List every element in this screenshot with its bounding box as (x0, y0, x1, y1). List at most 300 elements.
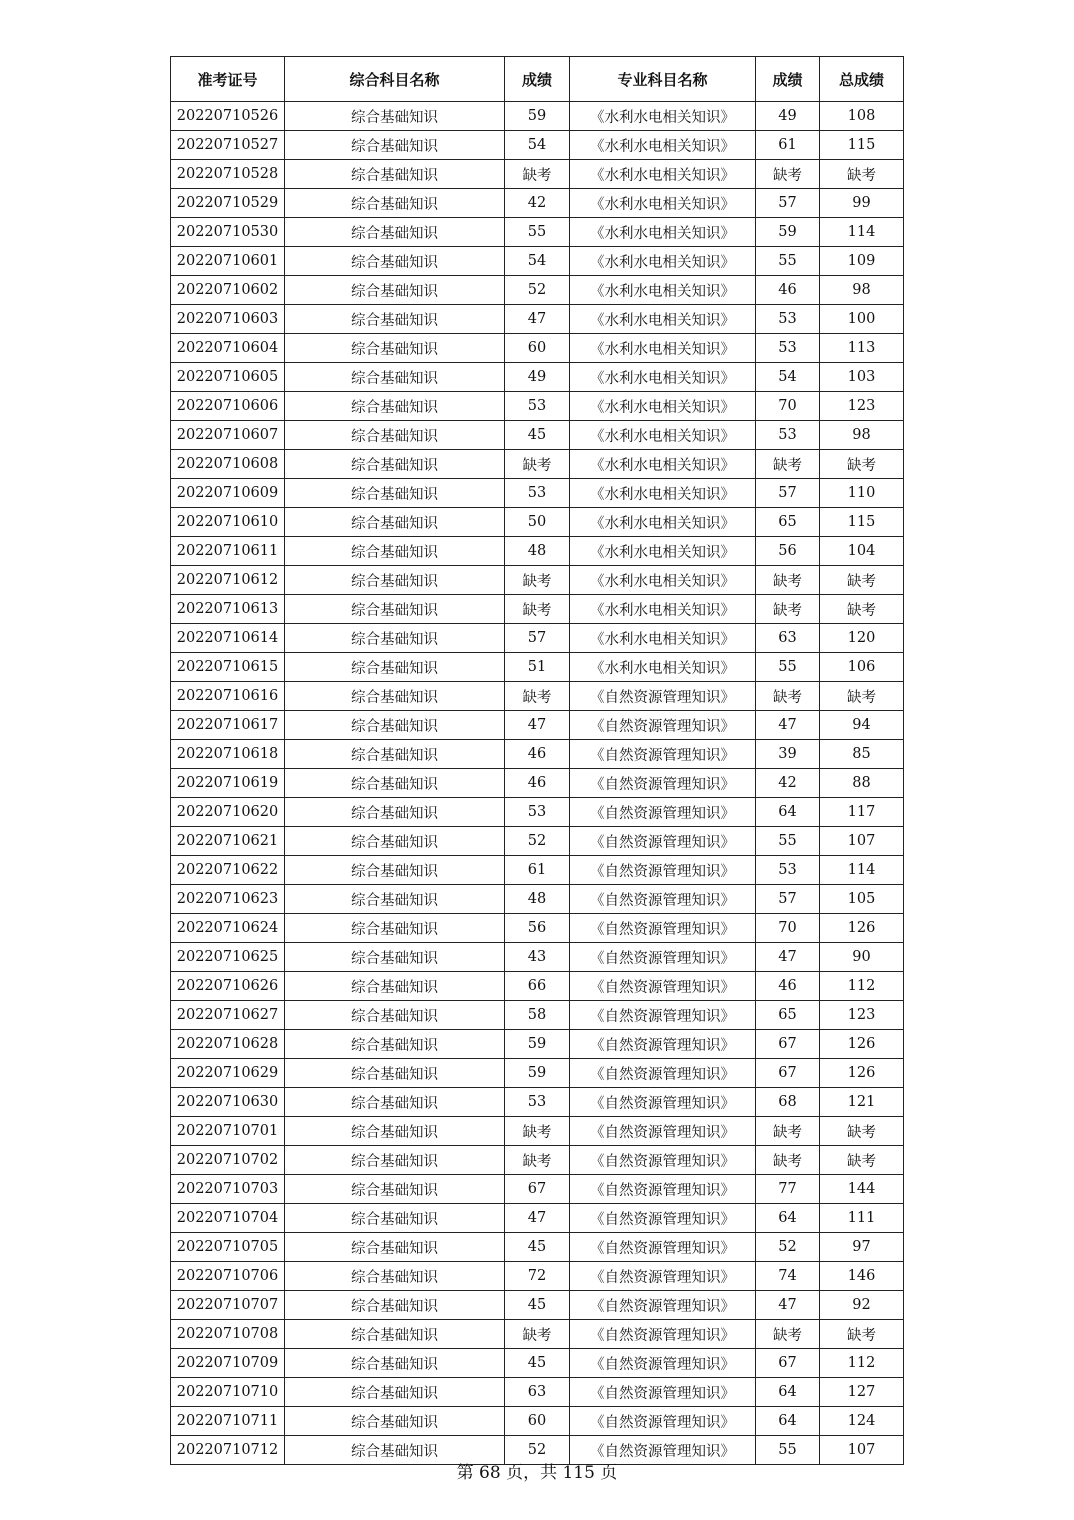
cell-major-subject: 《水利水电相关知识》 (570, 421, 756, 450)
cell-general-score: 52 (505, 276, 570, 305)
cell-total-score: 99 (820, 189, 904, 218)
table-row (171, 247, 904, 276)
cell-exam-id: 20220710620 (171, 798, 285, 827)
cell-total-score: 105 (820, 885, 904, 914)
cell-general-subject: 综合基础知识 (285, 624, 505, 653)
table-row (171, 885, 904, 914)
cell-major-score: 70 (756, 392, 820, 421)
cell-general-subject: 综合基础知识 (285, 1204, 505, 1233)
cell-general-subject: 综合基础知识 (285, 508, 505, 537)
cell-total-score: 缺考 (820, 1320, 904, 1349)
cell-major-score: 63 (756, 624, 820, 653)
cell-general-subject: 综合基础知识 (285, 160, 505, 189)
cell-general-score: 63 (505, 1378, 570, 1407)
cell-general-subject: 综合基础知识 (285, 450, 505, 479)
cell-exam-id: 20220710602 (171, 276, 285, 305)
cell-major-score: 46 (756, 276, 820, 305)
cell-major-subject: 《自然资源管理知识》 (570, 682, 756, 711)
cell-general-subject: 综合基础知识 (285, 1146, 505, 1175)
cell-general-score: 55 (505, 218, 570, 247)
cell-major-score: 64 (756, 798, 820, 827)
table-row (171, 740, 904, 769)
cell-exam-id: 20220710608 (171, 450, 285, 479)
table-row (171, 1320, 904, 1349)
cell-major-score: 59 (756, 218, 820, 247)
table-row (171, 1233, 904, 1262)
table-row (171, 827, 904, 856)
cell-general-score: 缺考 (505, 1117, 570, 1146)
cell-exam-id: 20220710710 (171, 1378, 285, 1407)
cell-major-subject: 《自然资源管理知识》 (570, 1088, 756, 1117)
cell-total-score: 缺考 (820, 1117, 904, 1146)
cell-exam-id: 20220710529 (171, 189, 285, 218)
cell-exam-id: 20220710707 (171, 1291, 285, 1320)
cell-exam-id: 20220710530 (171, 218, 285, 247)
cell-general-score: 46 (505, 740, 570, 769)
cell-exam-id: 20220710617 (171, 711, 285, 740)
cell-major-score: 57 (756, 189, 820, 218)
table-row (171, 160, 904, 189)
cell-general-score: 54 (505, 131, 570, 160)
cell-exam-id: 20220710703 (171, 1175, 285, 1204)
cell-major-subject: 《自然资源管理知识》 (570, 1291, 756, 1320)
table-row (171, 1291, 904, 1320)
cell-major-score: 53 (756, 856, 820, 885)
table-row (171, 1175, 904, 1204)
cell-exam-id: 20220710629 (171, 1059, 285, 1088)
cell-general-subject: 综合基础知识 (285, 566, 505, 595)
cell-major-subject: 《水利水电相关知识》 (570, 247, 756, 276)
cell-major-subject: 《自然资源管理知识》 (570, 1175, 756, 1204)
table-row (171, 363, 904, 392)
table-row (171, 334, 904, 363)
cell-general-score: 51 (505, 653, 570, 682)
table-row (171, 653, 904, 682)
cell-general-score: 45 (505, 1349, 570, 1378)
cell-general-subject: 综合基础知识 (285, 1320, 505, 1349)
cell-general-score: 缺考 (505, 1320, 570, 1349)
cell-general-subject: 综合基础知识 (285, 972, 505, 1001)
cell-total-score: 112 (820, 1349, 904, 1378)
cell-major-subject: 《自然资源管理知识》 (570, 1349, 756, 1378)
cell-total-score: 123 (820, 1001, 904, 1030)
cell-major-score: 52 (756, 1233, 820, 1262)
cell-major-score: 54 (756, 363, 820, 392)
table-row (171, 624, 904, 653)
cell-major-score: 39 (756, 740, 820, 769)
cell-major-score: 缺考 (756, 1146, 820, 1175)
cell-exam-id: 20220710528 (171, 160, 285, 189)
table-row (171, 1204, 904, 1233)
cell-total-score: 94 (820, 711, 904, 740)
cell-total-score: 缺考 (820, 566, 904, 595)
cell-general-subject: 综合基础知识 (285, 392, 505, 421)
cell-general-score: 缺考 (505, 160, 570, 189)
cell-general-score: 43 (505, 943, 570, 972)
header-general-score: 成绩 (505, 57, 570, 102)
cell-total-score: 144 (820, 1175, 904, 1204)
cell-general-score: 42 (505, 189, 570, 218)
cell-general-subject: 综合基础知识 (285, 421, 505, 450)
cell-total-score: 98 (820, 421, 904, 450)
cell-major-subject: 《水利水电相关知识》 (570, 653, 756, 682)
cell-major-subject: 《水利水电相关知识》 (570, 450, 756, 479)
cell-major-subject: 《自然资源管理知识》 (570, 1146, 756, 1175)
cell-major-score: 65 (756, 508, 820, 537)
cell-general-score: 67 (505, 1175, 570, 1204)
cell-general-subject: 综合基础知识 (285, 595, 505, 624)
cell-general-score: 72 (505, 1262, 570, 1291)
cell-general-subject: 综合基础知识 (285, 1262, 505, 1291)
cell-general-subject: 综合基础知识 (285, 131, 505, 160)
cell-major-score: 55 (756, 827, 820, 856)
cell-exam-id: 20220710623 (171, 885, 285, 914)
cell-major-score: 55 (756, 1436, 820, 1465)
cell-general-subject: 综合基础知识 (285, 740, 505, 769)
cell-general-score: 48 (505, 537, 570, 566)
table-row (171, 972, 904, 1001)
cell-exam-id: 20220710527 (171, 131, 285, 160)
cell-total-score: 124 (820, 1407, 904, 1436)
cell-total-score: 97 (820, 1233, 904, 1262)
cell-general-subject: 综合基础知识 (285, 189, 505, 218)
cell-exam-id: 20220710701 (171, 1117, 285, 1146)
cell-total-score: 114 (820, 218, 904, 247)
cell-total-score: 112 (820, 972, 904, 1001)
cell-general-subject: 综合基础知识 (285, 218, 505, 247)
cell-general-score: 60 (505, 1407, 570, 1436)
cell-general-score: 49 (505, 363, 570, 392)
cell-general-score: 47 (505, 1204, 570, 1233)
cell-general-score: 59 (505, 1030, 570, 1059)
cell-total-score: 111 (820, 1204, 904, 1233)
table-row (171, 1349, 904, 1378)
cell-general-score: 48 (505, 885, 570, 914)
page-number: 第 68 页，共 115 页 (456, 1463, 618, 1483)
cell-exam-id: 20220710526 (171, 102, 285, 131)
table-row (171, 276, 904, 305)
cell-general-score: 缺考 (505, 450, 570, 479)
table-row (171, 537, 904, 566)
cell-general-score: 53 (505, 1088, 570, 1117)
cell-total-score: 117 (820, 798, 904, 827)
cell-total-score: 123 (820, 392, 904, 421)
table-header (171, 57, 904, 102)
cell-major-subject: 《自然资源管理知识》 (570, 1117, 756, 1146)
cell-exam-id: 20220710610 (171, 508, 285, 537)
cell-exam-id: 20220710625 (171, 943, 285, 972)
cell-general-subject: 综合基础知识 (285, 1378, 505, 1407)
cell-major-score: 46 (756, 972, 820, 1001)
cell-general-subject: 综合基础知识 (285, 305, 505, 334)
cell-total-score: 90 (820, 943, 904, 972)
cell-total-score: 107 (820, 1436, 904, 1465)
table-row (171, 595, 904, 624)
cell-total-score: 100 (820, 305, 904, 334)
cell-total-score: 114 (820, 856, 904, 885)
cell-total-score: 121 (820, 1088, 904, 1117)
table-row (171, 1117, 904, 1146)
cell-general-subject: 综合基础知识 (285, 943, 505, 972)
table-row (171, 479, 904, 508)
table-row (171, 711, 904, 740)
header-total-score: 总成绩 (820, 57, 904, 102)
cell-general-subject: 综合基础知识 (285, 682, 505, 711)
cell-general-score: 52 (505, 1436, 570, 1465)
cell-general-score: 66 (505, 972, 570, 1001)
cell-exam-id: 20220710621 (171, 827, 285, 856)
cell-major-subject: 《自然资源管理知识》 (570, 914, 756, 943)
cell-general-score: 46 (505, 769, 570, 798)
table-row (171, 769, 904, 798)
cell-exam-id: 20220710624 (171, 914, 285, 943)
cell-total-score: 110 (820, 479, 904, 508)
cell-exam-id: 20220710618 (171, 740, 285, 769)
cell-major-score: 缺考 (756, 450, 820, 479)
cell-total-score: 缺考 (820, 1146, 904, 1175)
cell-general-subject: 综合基础知识 (285, 1001, 505, 1030)
table-row (171, 218, 904, 247)
cell-exam-id: 20220710630 (171, 1088, 285, 1117)
cell-general-score: 45 (505, 1233, 570, 1262)
cell-general-subject: 综合基础知识 (285, 1349, 505, 1378)
cell-exam-id: 20220710614 (171, 624, 285, 653)
cell-exam-id: 20220710706 (171, 1262, 285, 1291)
cell-major-score: 缺考 (756, 160, 820, 189)
cell-exam-id: 20220710702 (171, 1146, 285, 1175)
cell-general-subject: 综合基础知识 (285, 1059, 505, 1088)
cell-major-subject: 《自然资源管理知识》 (570, 972, 756, 1001)
cell-exam-id: 20220710712 (171, 1436, 285, 1465)
cell-major-subject: 《自然资源管理知识》 (570, 856, 756, 885)
cell-major-subject: 《水利水电相关知识》 (570, 508, 756, 537)
cell-major-subject: 《自然资源管理知识》 (570, 1262, 756, 1291)
table-row (171, 1407, 904, 1436)
cell-general-score: 47 (505, 305, 570, 334)
table-row (171, 421, 904, 450)
header-major-score: 成绩 (756, 57, 820, 102)
cell-total-score: 85 (820, 740, 904, 769)
cell-general-subject: 综合基础知识 (285, 1291, 505, 1320)
cell-major-subject: 《自然资源管理知识》 (570, 1030, 756, 1059)
cell-major-subject: 《水利水电相关知识》 (570, 624, 756, 653)
cell-exam-id: 20220710607 (171, 421, 285, 450)
cell-major-score: 64 (756, 1378, 820, 1407)
table-body (171, 102, 904, 1465)
table-row (171, 943, 904, 972)
cell-major-score: 53 (756, 334, 820, 363)
cell-exam-id: 20220710605 (171, 363, 285, 392)
cell-total-score: 103 (820, 363, 904, 392)
cell-major-score: 56 (756, 537, 820, 566)
cell-major-score: 70 (756, 914, 820, 943)
cell-major-subject: 《自然资源管理知识》 (570, 769, 756, 798)
cell-total-score: 120 (820, 624, 904, 653)
cell-major-subject: 《自然资源管理知识》 (570, 1407, 756, 1436)
cell-total-score: 126 (820, 914, 904, 943)
cell-general-subject: 综合基础知识 (285, 102, 505, 131)
table-row (171, 102, 904, 131)
cell-major-subject: 《自然资源管理知识》 (570, 1436, 756, 1465)
cell-general-subject: 综合基础知识 (285, 1088, 505, 1117)
cell-major-subject: 《自然资源管理知识》 (570, 1001, 756, 1030)
table-row (171, 798, 904, 827)
cell-total-score: 115 (820, 131, 904, 160)
cell-major-subject: 《自然资源管理知识》 (570, 1233, 756, 1262)
cell-general-score: 缺考 (505, 595, 570, 624)
cell-general-subject: 综合基础知识 (285, 247, 505, 276)
cell-total-score: 缺考 (820, 450, 904, 479)
cell-major-subject: 《水利水电相关知识》 (570, 392, 756, 421)
cell-total-score: 106 (820, 653, 904, 682)
cell-general-score: 59 (505, 102, 570, 131)
cell-major-score: 缺考 (756, 1117, 820, 1146)
table-row (171, 1030, 904, 1059)
cell-exam-id: 20220710615 (171, 653, 285, 682)
cell-major-subject: 《自然资源管理知识》 (570, 1204, 756, 1233)
table-row (171, 392, 904, 421)
cell-general-subject: 综合基础知识 (285, 653, 505, 682)
cell-general-subject: 综合基础知识 (285, 1436, 505, 1465)
cell-general-subject: 综合基础知识 (285, 1407, 505, 1436)
cell-total-score: 缺考 (820, 160, 904, 189)
table-row (171, 305, 904, 334)
cell-major-score: 53 (756, 421, 820, 450)
cell-general-score: 50 (505, 508, 570, 537)
table-row (171, 566, 904, 595)
cell-major-score: 缺考 (756, 682, 820, 711)
cell-exam-id: 20220710709 (171, 1349, 285, 1378)
cell-major-score: 64 (756, 1204, 820, 1233)
cell-major-subject: 《水利水电相关知识》 (570, 102, 756, 131)
table-row (171, 1088, 904, 1117)
cell-general-subject: 综合基础知识 (285, 537, 505, 566)
cell-major-subject: 《水利水电相关知识》 (570, 363, 756, 392)
cell-major-score: 42 (756, 769, 820, 798)
cell-general-subject: 综合基础知识 (285, 1117, 505, 1146)
cell-major-score: 49 (756, 102, 820, 131)
table-row (171, 1146, 904, 1175)
cell-major-score: 64 (756, 1407, 820, 1436)
cell-major-score: 74 (756, 1262, 820, 1291)
cell-major-score: 65 (756, 1001, 820, 1030)
table-row (171, 450, 904, 479)
cell-total-score: 108 (820, 102, 904, 131)
cell-total-score: 126 (820, 1030, 904, 1059)
cell-exam-id: 20220710603 (171, 305, 285, 334)
cell-major-score: 53 (756, 305, 820, 334)
cell-total-score: 104 (820, 537, 904, 566)
cell-general-subject: 综合基础知识 (285, 479, 505, 508)
header-major-subject: 专业科目名称 (570, 57, 756, 102)
cell-major-subject: 《水利水电相关知识》 (570, 537, 756, 566)
cell-total-score: 115 (820, 508, 904, 537)
cell-major-subject: 《自然资源管理知识》 (570, 798, 756, 827)
cell-major-score: 57 (756, 479, 820, 508)
cell-major-subject: 《水利水电相关知识》 (570, 218, 756, 247)
cell-major-subject: 《水利水电相关知识》 (570, 160, 756, 189)
cell-exam-id: 20220710611 (171, 537, 285, 566)
cell-general-score: 53 (505, 798, 570, 827)
cell-exam-id: 20220710616 (171, 682, 285, 711)
cell-major-score: 47 (756, 711, 820, 740)
cell-major-subject: 《自然资源管理知识》 (570, 1320, 756, 1349)
table-row (171, 189, 904, 218)
cell-exam-id: 20220710613 (171, 595, 285, 624)
cell-general-subject: 综合基础知识 (285, 885, 505, 914)
cell-total-score: 92 (820, 1291, 904, 1320)
table-row (171, 914, 904, 943)
cell-total-score: 126 (820, 1059, 904, 1088)
cell-general-subject: 综合基础知识 (285, 798, 505, 827)
cell-general-subject: 综合基础知识 (285, 1175, 505, 1204)
cell-total-score: 107 (820, 827, 904, 856)
cell-total-score: 113 (820, 334, 904, 363)
header-general-subject: 综合科目名称 (285, 57, 505, 102)
cell-total-score: 109 (820, 247, 904, 276)
cell-major-score: 67 (756, 1030, 820, 1059)
cell-major-score: 55 (756, 653, 820, 682)
cell-exam-id: 20220710609 (171, 479, 285, 508)
cell-major-subject: 《自然资源管理知识》 (570, 885, 756, 914)
cell-exam-id: 20220710705 (171, 1233, 285, 1262)
cell-general-subject: 综合基础知识 (285, 711, 505, 740)
cell-major-score: 缺考 (756, 566, 820, 595)
table-row (171, 1378, 904, 1407)
table-row (171, 1262, 904, 1291)
cell-general-subject: 综合基础知识 (285, 769, 505, 798)
cell-major-score: 47 (756, 1291, 820, 1320)
table-row (171, 131, 904, 160)
cell-exam-id: 20220710708 (171, 1320, 285, 1349)
cell-general-score: 53 (505, 392, 570, 421)
cell-general-subject: 综合基础知识 (285, 827, 505, 856)
cell-major-score: 47 (756, 943, 820, 972)
table-row (171, 1059, 904, 1088)
cell-total-score: 127 (820, 1378, 904, 1407)
cell-major-subject: 《水利水电相关知识》 (570, 479, 756, 508)
cell-total-score: 缺考 (820, 595, 904, 624)
cell-major-score: 67 (756, 1349, 820, 1378)
cell-general-score: 58 (505, 1001, 570, 1030)
cell-general-score: 61 (505, 856, 570, 885)
cell-general-score: 缺考 (505, 1146, 570, 1175)
cell-general-subject: 综合基础知识 (285, 363, 505, 392)
cell-major-subject: 《水利水电相关知识》 (570, 566, 756, 595)
cell-major-subject: 《水利水电相关知识》 (570, 131, 756, 160)
table-row (171, 1001, 904, 1030)
cell-major-score: 55 (756, 247, 820, 276)
cell-general-subject: 综合基础知识 (285, 1233, 505, 1262)
cell-major-subject: 《自然资源管理知识》 (570, 1059, 756, 1088)
cell-major-subject: 《水利水电相关知识》 (570, 276, 756, 305)
cell-general-score: 47 (505, 711, 570, 740)
cell-general-score: 52 (505, 827, 570, 856)
cell-general-subject: 综合基础知识 (285, 334, 505, 363)
cell-general-score: 缺考 (505, 566, 570, 595)
cell-exam-id: 20220710604 (171, 334, 285, 363)
header-exam-id: 准考证号 (171, 57, 285, 102)
cell-exam-id: 20220710601 (171, 247, 285, 276)
cell-major-score: 68 (756, 1088, 820, 1117)
cell-general-score: 54 (505, 247, 570, 276)
cell-general-score: 45 (505, 421, 570, 450)
cell-exam-id: 20220710627 (171, 1001, 285, 1030)
cell-exam-id: 20220710622 (171, 856, 285, 885)
cell-exam-id: 20220710711 (171, 1407, 285, 1436)
cell-general-subject: 综合基础知识 (285, 1030, 505, 1059)
cell-exam-id: 20220710619 (171, 769, 285, 798)
